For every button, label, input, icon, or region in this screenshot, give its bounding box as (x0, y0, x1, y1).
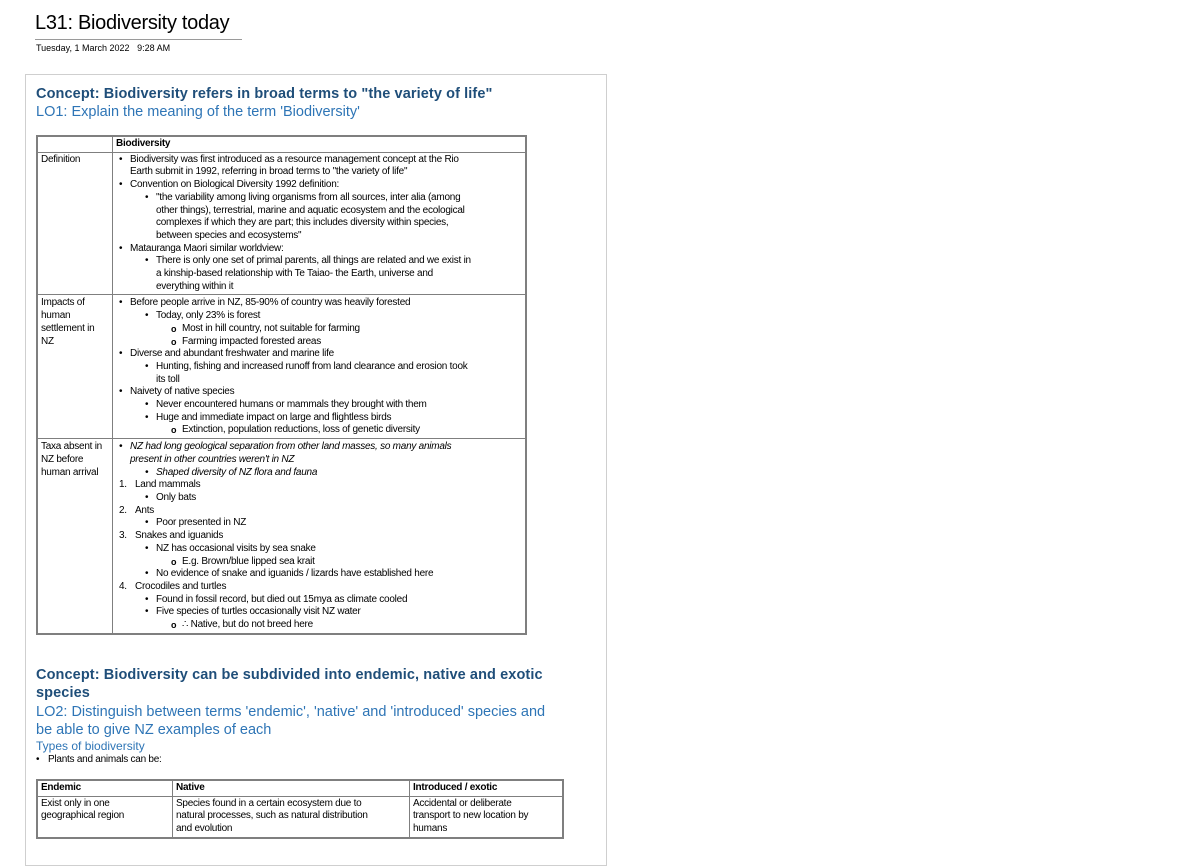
row-content (113, 295, 527, 439)
note-line (116, 154, 522, 167)
note-line (116, 441, 522, 454)
learning-objective-1: LO1: Explain the meaning of the term 'Biodiversity' (36, 104, 360, 120)
concept-heading-1: Concept: Biodiversity refers in broad terms to "the variety of life" (36, 86, 493, 102)
line-text: Today, only 23% is forest (156, 310, 261, 322)
note-line (116, 454, 522, 467)
bullet-marker: 3. (119, 530, 127, 542)
header-endemic: Endemic (37, 780, 173, 796)
cell-line: transport to new location by (413, 810, 529, 822)
row-label: Impacts of human settlement in NZ (37, 295, 113, 439)
line-text: Convention on Biological Diversity 1992 definition: (130, 179, 340, 191)
note-line (116, 619, 522, 632)
note-line (116, 581, 522, 594)
cell-line: Species found in a certain ecosystem due to (176, 797, 362, 809)
types-header-row (37, 780, 563, 796)
line-text: Only bats (156, 491, 196, 503)
biodiversity-table (36, 135, 527, 635)
table-row (37, 439, 526, 634)
note-line (116, 217, 522, 230)
row-label: Taxa absent in NZ before human arrival (37, 439, 113, 634)
line-text: Shaped diversity of NZ flora and fauna (156, 466, 318, 478)
line-text: E.g. Brown/blue lipped sea krait (182, 555, 315, 567)
row-label: Definition (37, 152, 113, 295)
line-text: Five species of turtles occasionally visit NZ water (156, 606, 361, 618)
note-line (116, 374, 522, 387)
note-line (116, 517, 522, 530)
introduced-cell (410, 796, 564, 838)
bullet-marker: • (145, 542, 149, 554)
note-line (116, 361, 522, 374)
note-line (116, 348, 522, 361)
note-line (116, 412, 522, 425)
note-line (116, 556, 522, 569)
line-text: everything within it (156, 280, 234, 292)
line-text: Earth submit in 1992, referring in broad terms to "the variety of life" (130, 166, 408, 178)
time-text: 9:28 AM (137, 43, 171, 53)
bullet-marker: o (171, 323, 177, 334)
plants-animals-bullet (36, 754, 162, 765)
cell-line: Accidental or deliberate (413, 797, 512, 809)
line-text: complexes if which they are part; this includes diversity within species, (156, 217, 449, 229)
line-text: Naivety of native species (130, 386, 235, 398)
header-introduced: Introduced / exotic (410, 780, 564, 796)
line-text: Poor presented in NZ (156, 517, 247, 529)
line-text: Snakes and iguanids (135, 530, 224, 542)
bullet-marker: • (119, 386, 123, 398)
date-text: Tuesday, 1 March 2022 (36, 43, 130, 53)
bullet-marker: • (145, 466, 149, 478)
bullet-marker: • (119, 153, 123, 165)
bullet-marker: 2. (119, 504, 127, 516)
note-line (116, 192, 522, 205)
line-text: NZ has occasional visits by sea snake (156, 542, 316, 554)
line-text: Never encountered humans or mammals they brought with them (156, 399, 427, 411)
bullet-marker: • (145, 399, 149, 411)
cell-line: natural processes, such as natural distribution (176, 810, 368, 822)
note-line (116, 399, 522, 412)
bullet-marker: • (145, 517, 149, 529)
line-text: present in other countries weren't in NZ (130, 453, 295, 465)
line-text: Biodiversity was first introduced as a resource management concept at the Rio (130, 153, 459, 165)
bullet-marker: • (119, 242, 123, 254)
line-text: "the variability among living organisms from all sources, inter alia (among (156, 191, 461, 203)
note-line (116, 179, 522, 192)
types-subheading: Types of biodiversity (36, 739, 145, 753)
note-line (116, 467, 522, 480)
line-text: ∴ Native, but do not breed here (182, 619, 313, 631)
row-content (113, 152, 527, 295)
title-underline (35, 39, 242, 40)
note-line (116, 205, 522, 218)
line-text: Farming impacted forested areas (182, 335, 321, 347)
cell-line: and evolution (176, 823, 233, 835)
table-row (37, 295, 526, 439)
learning-objective-2 (36, 703, 545, 739)
bullet-marker: • (145, 191, 149, 203)
line-text: Huge and immediate impact on large and flightless birds (156, 411, 392, 423)
bullet-marker: • (119, 297, 123, 309)
bullet-marker: • (145, 568, 149, 580)
note-line (116, 243, 522, 256)
bullet-marker: o (171, 620, 177, 631)
bullet-marker: • (145, 310, 149, 322)
page-title: L31: Biodiversity today (35, 12, 230, 34)
bullet-marker: • (145, 606, 149, 618)
note-line (116, 281, 522, 294)
bullet-text: Plants and animals can be: (48, 754, 162, 765)
note-line (116, 492, 522, 505)
note-line (116, 543, 522, 556)
note-line (116, 606, 522, 619)
line-text: between species and ecosystems" (156, 229, 302, 241)
bullet-marker: • (145, 491, 149, 503)
types-table (36, 779, 564, 839)
note-line (116, 424, 522, 437)
line-text: Crocodiles and turtles (135, 580, 227, 592)
bullet-dot: • (36, 754, 40, 765)
bullet-marker: 1. (119, 479, 127, 491)
line-text: Ants (135, 504, 155, 516)
note-line (116, 386, 522, 399)
line-text: other things), terrestrial, marine and aquatic ecosystem and the ecological (156, 204, 465, 216)
bullet-marker: o (171, 336, 177, 347)
header-native: Native (173, 780, 410, 796)
line-text: Found in fossil record, but died out 15mya as climate cooled (156, 593, 408, 605)
endemic-cell (37, 796, 173, 838)
note-line (116, 297, 522, 310)
note-line (116, 230, 522, 243)
lo-2-line-1: LO2: Distinguish between terms 'endemic', 'native' and 'introduced' species and (36, 704, 546, 720)
note-line (116, 568, 522, 581)
bullet-marker: • (119, 348, 123, 360)
cell-line: geographical region (41, 810, 125, 822)
note-line (116, 479, 522, 492)
bullet-marker: • (145, 411, 149, 423)
note-line (116, 166, 522, 179)
line-text: Most in hill country, not suitable for farming (182, 322, 360, 334)
native-cell (173, 796, 410, 838)
page-date (36, 43, 170, 53)
bullet-marker: 4. (119, 580, 127, 592)
line-text: Diverse and abundant freshwater and marine life (130, 348, 334, 360)
bullet-marker: • (145, 360, 149, 372)
bullet-marker: • (145, 255, 149, 267)
lo-2-line-2: be able to give NZ examples of each (36, 722, 272, 738)
line-text: No evidence of snake and iguanids / lizards have established here (156, 568, 434, 580)
line-text: NZ had long geological separation from other land masses, so many animals (130, 441, 452, 453)
row-content (113, 439, 527, 634)
note-line (116, 268, 522, 281)
note-line (116, 505, 522, 518)
note-line (116, 530, 522, 543)
line-text: Land mammals (135, 479, 201, 491)
cell-line: Exist only in one (41, 797, 110, 809)
line-text: its toll (156, 373, 180, 385)
bullet-marker: • (119, 179, 123, 191)
bullet-marker: o (171, 556, 177, 567)
cell-line: humans (413, 823, 448, 835)
header-empty-cell (37, 136, 113, 152)
table-header-row (37, 136, 526, 152)
note-line (116, 323, 522, 336)
note-line (116, 336, 522, 349)
table-row (37, 152, 526, 295)
line-text: Matauranga Maori similar worldview: (130, 242, 284, 254)
concept-2-line-1: Concept: Biodiversity can be subdivided into endemic, native and exotic (36, 667, 543, 683)
concept-2-line-2: species (36, 685, 90, 701)
bullet-marker: o (171, 425, 177, 436)
note-line (116, 594, 522, 607)
line-text: Hunting, fishing and increased runoff from land clearance and erosion took (156, 360, 468, 372)
bullet-marker: • (119, 441, 123, 453)
line-text: Before people arrive in NZ, 85-90% of country was heavily forested (130, 297, 411, 309)
types-row (37, 796, 563, 838)
concept-heading-2 (36, 666, 543, 702)
header-biodiversity: Biodiversity (113, 136, 527, 152)
note-line (116, 255, 522, 268)
note-line (116, 310, 522, 323)
line-text: Extinction, population reductions, loss of genetic diversity (182, 424, 420, 436)
line-text: There is only one set of primal parents, all things are related and we exist in (156, 255, 471, 267)
line-text: a kinship-based relationship with Te Taiao- the Earth, universe and (156, 268, 433, 280)
bullet-marker: • (145, 593, 149, 605)
